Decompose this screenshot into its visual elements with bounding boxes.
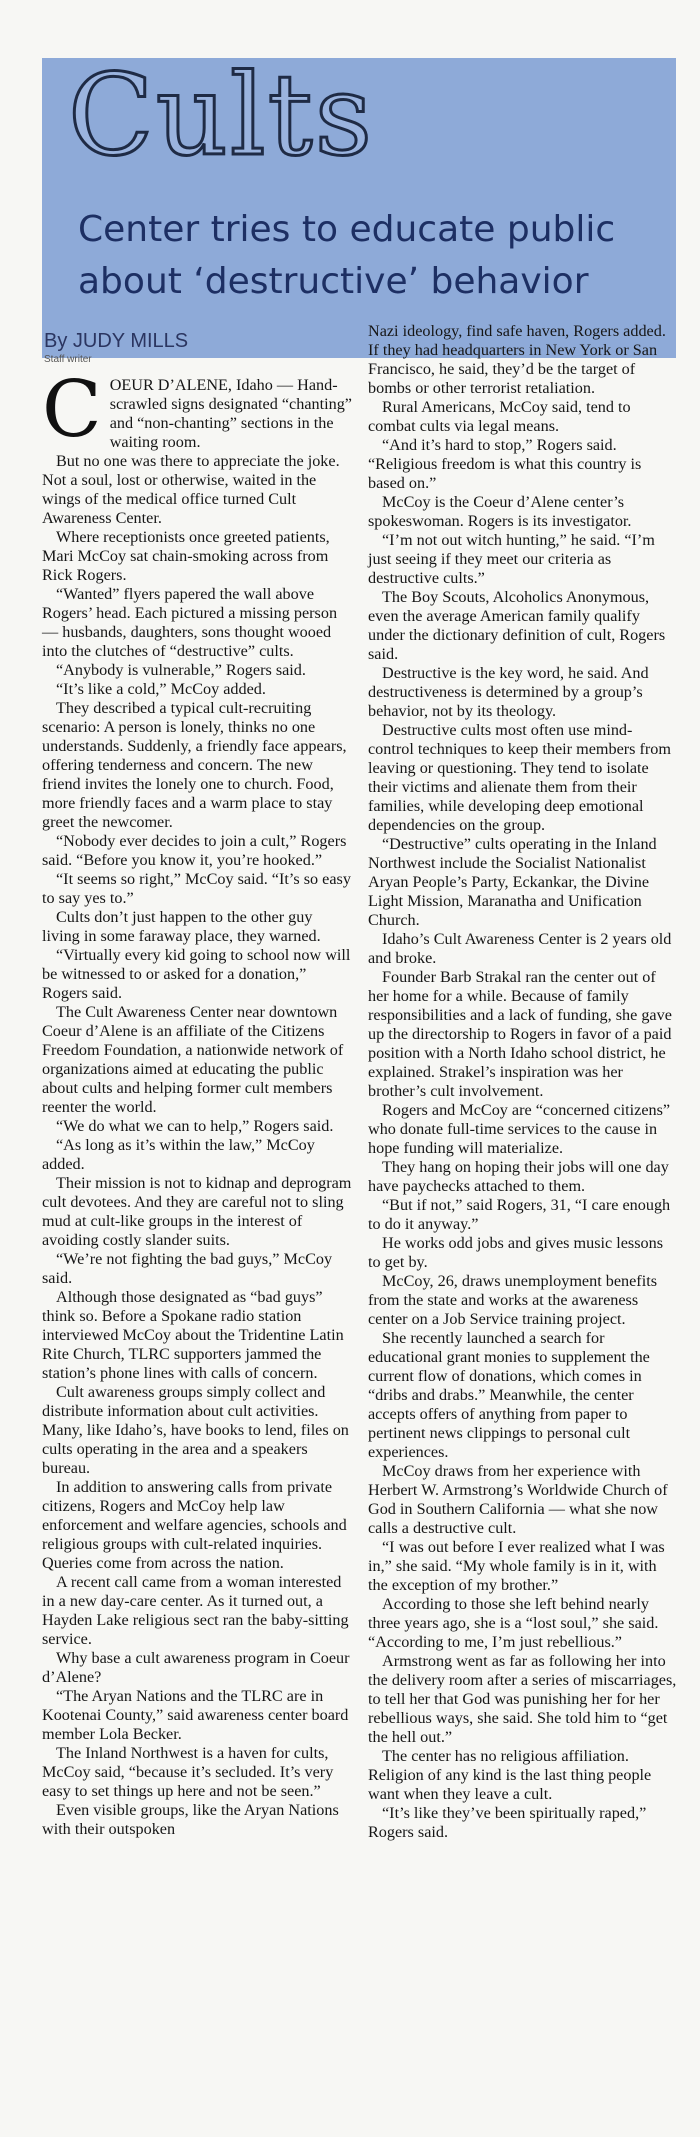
article-paragraph: “Virtually every kid going to school now will be witnessed to or asked for a donation,” Rogers said. xyxy=(42,946,351,1002)
article-paragraph: Destructive cults most often use mind-control techniques to keep their members from leaving or questioning. They tend to isolate their victims and alienate them from their families, while developing deep emotional dependencies on the group. xyxy=(368,721,671,834)
article-column-1 xyxy=(42,365,352,1839)
article-paragraph: “As long as it’s within the law,” McCoy added. xyxy=(42,1136,315,1173)
article-paragraph: “We’re not fighting the bad guys,” McCoy said. xyxy=(42,1250,333,1287)
article-paragraph: In addition to answering calls from private citizens, Rogers and McCoy help law enforcement and welfare agencies, schools and religious groups with cult-related inquiries. Queries come from across the nation. xyxy=(42,1478,347,1572)
article-paragraph: Armstrong went as far as following her into the delivery room after a series of miscarriages, to tell her that God was punishing her for her rebellious ways, she said. She told him to “get the hell out.” xyxy=(368,1652,677,1746)
article-paragraph: “It’s like they’ve been spiritually raped,” Rogers said. xyxy=(368,1804,647,1841)
article-paragraph: The Cult Awareness Center near downtown Coeur d’Alene is an affiliate of the Citizens Freedom Foundation, a nationwide network of organizations aimed at educating the public about cults and helping former cult members reenter the world. xyxy=(42,1003,344,1116)
headline-subtitle: Center tries to educate public about ‘destructive’ behavior xyxy=(78,209,616,303)
article-paragraph: “And it’s hard to stop,” Rogers said. “Religious freedom is what this country is based on.” xyxy=(368,436,642,492)
article-paragraph: “Wanted” flyers papered the wall above Rogers’ head. Each pictured a missing person — husbands, daughters, sons thought wooed into the clutches of “destructive” cults. xyxy=(42,585,338,660)
article-paragraph: McCoy is the Coeur d’Alene center’s spokeswoman. Rogers is its investigator. xyxy=(368,493,632,530)
article-paragraph: Even visible groups, like the Aryan Nations with their outspoken xyxy=(42,1801,339,1838)
article-paragraph: The Boy Scouts, Alcoholics Anonymous, even the average American family qualify under the dictionary definition of cult, Rogers said. xyxy=(368,588,666,663)
article-paragraph: Founder Barb Strakal ran the center out of her home for a while. Because of family responsibilities and a lack of funding, she gave up the directorship to Rogers in favor of a paid position with a North Idaho school district, he explained. Strakel’s inspiration was her brother’s cult involvement. xyxy=(368,968,672,1100)
article-paragraph: “It’s like a cold,” McCoy added. xyxy=(56,680,266,698)
drop-cap: C xyxy=(42,365,102,455)
article-paragraph: Their mission is not to kidnap and deprogram cult devotees. And they are careful not to sling mud at cult-like groups in the interest of avoiding costly slander suits. xyxy=(42,1174,352,1249)
article-paragraph: Nazi ideology, find safe haven, Rogers added. If they had headquarters in New York or San Francisco, he said, they’d be the target of bombs or other terrorist retaliation. xyxy=(368,322,666,397)
lead-text: OEUR D’ALENE, Idaho — Hand-scrawled signs designated “chanting” and “non-chanting” sections in the waiting room. xyxy=(109,376,352,451)
article-paragraph: “I’m not out witch hunting,” he said. “I’m just seeing if they meet our criteria as destructive cults.” xyxy=(368,531,655,587)
article-paragraph: Rural Americans, McCoy said, tend to combat cults via legal means. xyxy=(368,398,631,435)
article-paragraph: “Anybody is vulnerable,” Rogers said. xyxy=(56,661,306,679)
headline-title: Cults xyxy=(68,51,375,181)
article-paragraph: The center has no religious affiliation. Religion of any kind is the last thing people want when they leave a cult. xyxy=(368,1747,652,1803)
article-paragraph: The Inland Northwest is a haven for cults, McCoy said, “because it’s secluded. It’s very easy to set things up here and not be seen.” xyxy=(42,1744,334,1800)
article-paragraph: They described a typical cult-recruiting scenario: A person is lonely, thinks no one understands. Suddenly, a friendly face appears, offering tenderness and concern. The new friend invites the lonely one to church. Food, more friendly faces and a warm place to stay greet the newcomer. xyxy=(42,699,347,831)
article-paragraph: Cult awareness groups simply collect and distribute information about cult activities. Many, like Idaho’s, have books to lend, files on cults operating in the area and a speakers bureau. xyxy=(42,1383,349,1477)
article-paragraph: “Nobody ever decides to join a cult,” Rogers said. “Before you know it, you’re hooked.” xyxy=(42,832,347,869)
article-paragraph: Where receptionists once greeted patients, Mari McCoy sat chain-smoking across from Rick Rogers. xyxy=(42,528,330,584)
article-paragraph: Destructive is the key word, he said. And destructiveness is determined by a group’s behavior, not by its theology. xyxy=(368,664,649,720)
article-paragraph: According to those she left behind nearly three years ago, she is a “lost soul,” she said. “According to me, I’m just rebellious.” xyxy=(368,1595,659,1651)
article-paragraph: “Destructive” cults operating in the Inland Northwest include the Socialist Nationalist Aryan People’s Party, Eckankar, the Divine Light Mission, Maranatha and Unification Church. xyxy=(368,835,657,929)
article-paragraph: She recently launched a search for educational grant monies to supplement the current flow of donations, which comes in “dribs and drabs.” Meanwhile, the center accepts offers of anything from paper to pertinent news clippings to personal cult experiences. xyxy=(368,1329,650,1461)
article-paragraph: But no one was there to appreciate the joke. Not a soul, lost or otherwise, waited in the wings of the medical office turned Cult Awareness Center. xyxy=(42,452,340,527)
article-paragraph: A recent call came from a woman interested in a new day-care center. As it turned out, a Hayden Lake religious sect ran the baby-sitting service. xyxy=(42,1573,349,1648)
article-paragraph: “The Aryan Nations and the TLRC are in Kootenai County,” said awareness center board member Lola Becker. xyxy=(42,1687,349,1743)
article-paragraph: “But if not,” said Rogers, 31, “I care enough to do it anyway.” xyxy=(368,1196,671,1233)
headline-banner xyxy=(42,51,676,358)
article-paragraph: “I was out before I ever realized what I was in,” she said. “My whole family is in it, with the exception of my brother.” xyxy=(368,1538,665,1594)
byline: By JUDY MILLS xyxy=(44,330,189,352)
article-paragraph: Although those designated as “bad guys” think so. Before a Spokane radio station interviewed McCoy about the Tridentine Latin Rite Church, TLRC supporters jammed the station’s phone lines with calls of concern. xyxy=(42,1288,344,1382)
article-paragraph: McCoy draws from her experience with Herbert W. Armstrong’s Worldwide Church of God in Southern California — what she now calls a destructive cult. xyxy=(368,1462,668,1537)
article-paragraph: McCoy, 26, draws unemployment benefits from the state and works at the awareness center on a Job Service training project. xyxy=(368,1272,657,1328)
article-paragraph: Idaho’s Cult Awareness Center is 2 years old and broke. xyxy=(368,930,672,967)
article-paragraph xyxy=(42,365,352,455)
article-paragraph: “We do what we can to help,” Rogers said. xyxy=(56,1117,334,1135)
article-column-2 xyxy=(368,322,678,1842)
byline-staff-label: Staff writer xyxy=(44,354,92,365)
article-paragraph: He works odd jobs and gives music lessons to get by. xyxy=(368,1234,664,1271)
article-paragraph: Rogers and McCoy are “concerned citizens” who donate full-time services to the cause in hope funding will materialize. xyxy=(368,1101,671,1157)
article-paragraph: Why base a cult awareness program in Coeur d’Alene? xyxy=(42,1649,350,1686)
article-paragraph: They hang on hoping their jobs will one day have paychecks attached to them. xyxy=(368,1158,669,1195)
article-paragraph: “It seems so right,” McCoy said. “It’s so easy to say yes to.” xyxy=(42,870,351,907)
article-paragraph: Cults don’t just happen to the other guy living in some faraway place, they warned. xyxy=(42,908,321,945)
